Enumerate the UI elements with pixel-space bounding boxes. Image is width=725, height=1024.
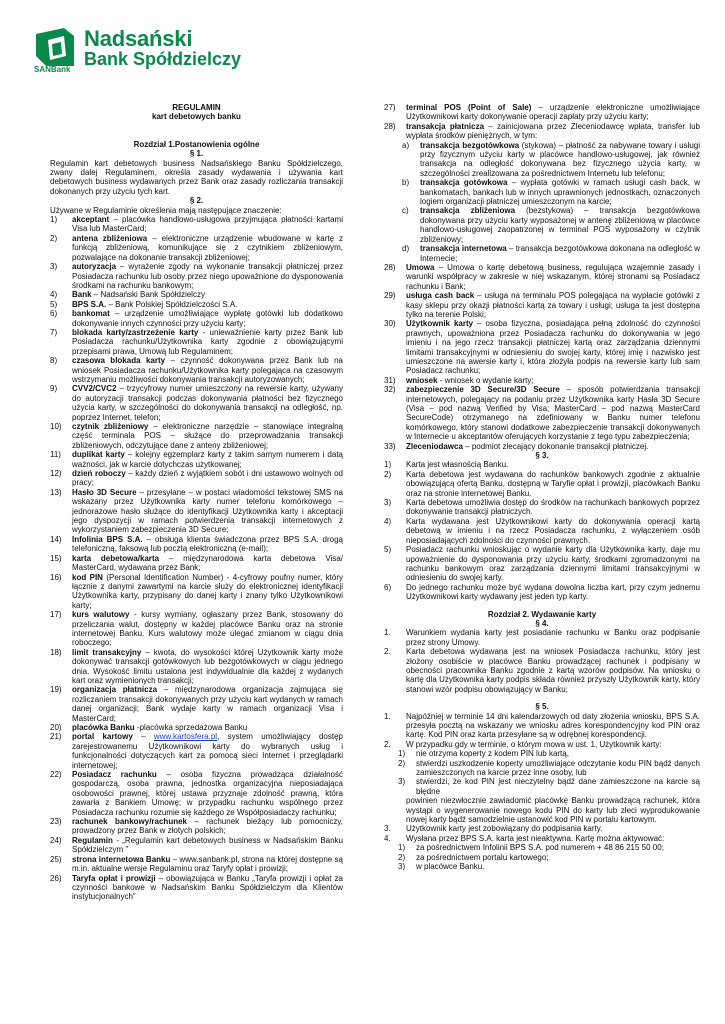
definition-number: 3)	[50, 262, 58, 272]
definition-number: 18)	[50, 647, 62, 657]
section-5-activation-number: 1)	[398, 843, 406, 853]
definition-item	[50, 450, 343, 469]
definition-text: czytnik zbliżeniowy – elektroniczne narzędzie – stanowiące integralną część terminala POS – służące do przeprowadzania transakcji zbliżeniowych, odczytujące dane z anteny zbliżeniowej;	[72, 422, 344, 450]
section-5-list-continued	[384, 824, 700, 843]
transaction-types-list	[384, 141, 700, 263]
definition-term: autoryzacja	[72, 262, 117, 272]
section-5-number: 2.	[384, 739, 391, 749]
definition-item	[50, 685, 343, 723]
definitions-list-end	[384, 263, 700, 451]
definition-text: CVV2/CVC2 – trzycyfrowy numer umieszczony na rewersie karty, używany do autoryzacji transakcji podczas dokonywania płatności bez fizycznego użycia karty, w szczególności do dokonywania transakcji na odległość, np. poprzez Internet, telefon;	[72, 384, 343, 422]
section-3-item	[384, 583, 700, 602]
definition-term: limit transakcyjny	[72, 647, 142, 657]
definition-item	[50, 384, 343, 422]
chapter-2-title: Rozdział 2. Wydawanie karty	[487, 609, 597, 619]
section-5-text: Użytkownik karty jest zobowiązany do podpisania karty.	[406, 824, 603, 834]
definition-text: zabezpieczenie 3D Secure/3D Secure – sposób potwierdzania transakcji internetowych, polegający na podaniu przez Użytkownika karty Hasła 3D Secure (Visa – pod nazwą Verified by Visa; MasterCard – pod nazwą MasterCard SecureCode) otrzymanego na zdefiniowany w Banku numer telefonu komórkowego, który stanowi dodatkowe zabezpieczenie transakcji dokonywanych w Internecie u akceptantów oferujących korzystanie z tego typu zabezpieczenia;	[406, 385, 701, 442]
section-5-sub-text: stwierdzi, że kod PIN jest nieczytelny bądź dane zamieszczone na karcie są błędne	[416, 777, 700, 796]
definition-text: portal kartowy – www.kartosfera.pl, system umożliwiający dostęp zarejestrowanemu Użytkownikowi karty do wybranych usług i funkcjonalności dotyczących kart za pomocą sieci Internet i przeglądarki internetowej;	[72, 732, 343, 770]
transaction-type-item	[402, 206, 700, 244]
section-4-number: 1.	[384, 628, 391, 638]
section-5-sign: § 5.	[535, 702, 549, 712]
section-5-text: Najpóźniej w terminie 14 dni kalendarzowych od daty złożenia wniosku, BPS S.A. przesyła pocztą na wskazany we wniosku adres korespondencyjny kod PIN oraz kartę. Kod PIN oraz karta przesyłane są w odrębnej korespondencji.	[406, 711, 700, 740]
definition-text: Taryfa opłat i prowizji – obowiązująca w Banku „Taryfa prowizji i opłat za czynności bankowe w Nadsańskim Banku Spółdzielczym dla Klientów instytucjonalnych”	[72, 873, 343, 902]
transaction-type-number: d)	[402, 244, 410, 254]
definition-number: 20)	[50, 723, 62, 732]
section-5-text: Wysłana przez BPS S.A. karta jest nieaktywna. Kartę można aktywować:	[406, 833, 665, 843]
section-3-text: Karta jest własnością Banku.	[406, 460, 509, 470]
definition-term: Regulamin	[72, 835, 113, 845]
definition-text: rachunek bankowy/rachunek – rachunek bieżący lub pomocniczy, prowadzony przez Bank w złotych polskich;	[72, 817, 343, 836]
definition-text: Bank – Nadsański Bank Spółdzielczy	[72, 290, 205, 300]
transaction-type-item	[402, 141, 700, 179]
definition-number: 1)	[50, 215, 58, 225]
transaction-type-text: transakcja internetowa – transakcja bezgotówkowa dokonana na odległość w Internecie;	[420, 244, 700, 263]
definition-number: 11)	[50, 450, 61, 460]
definition-number: 16)	[50, 572, 62, 582]
section-3-number: 4)	[384, 516, 392, 526]
section-5-item	[384, 834, 700, 843]
definition-text: Umowa – Umowa o kartę debetową business, regulująca wzajemnie zasady i warunki współpracy w zakresie w niej wskazanym, której stronami są Posiadacz rachunku i Bank;	[406, 262, 700, 291]
definition-item	[384, 291, 700, 319]
definition-item	[384, 122, 700, 141]
definition-term: BPS S.A.	[72, 299, 107, 309]
definition-number: 6)	[50, 309, 58, 319]
section-5-item	[384, 712, 700, 740]
definition-number: 17)	[50, 610, 62, 620]
definition-item	[50, 422, 343, 450]
definition-term: Posiadacz rachunku	[72, 770, 157, 780]
brand-short-name: SANBank	[34, 65, 71, 74]
definition-text: terminal POS (Point of Sale) – urządzenie elektroniczne umożliwiające Użytkownikowi karty dokonywanie operacji zapłaty przy użyciu karty;	[406, 103, 700, 122]
definition-item	[50, 573, 343, 611]
definition-term: antena zbliżeniowa	[72, 233, 148, 243]
section-3-text: Karta debetowa jest wydawana do rachunków bankowych zgodnie z aktualnie obowiązującą ofertą Banku, dostępną w Taryfie opłat i prowizji, placówkach Banku oraz na stronie internetowej Banku.	[406, 469, 700, 498]
section-4-list	[384, 628, 700, 694]
section-5-text: W przypadku gdy w terminie, o którym mowa w ust. 1, Użytkownik karty:	[406, 739, 662, 749]
section-4-sign: § 4.	[535, 618, 549, 628]
definition-term: akceptant	[72, 215, 110, 225]
definition-text: Regulamin - „Regulamin kart debetowych business w Nadsańskim Banku Spółdzielczym ”	[72, 835, 343, 855]
section-3-number: 1)	[384, 460, 392, 470]
definition-term: kurs walutowy	[72, 610, 130, 620]
section-3-item	[384, 545, 700, 583]
section-3-text: Posiadacz rachunku wnioskując o wydanie karty dla Użytkownika karty, daje mu upoważnienie do dysponowania przy użyciu karty, środkami zgromadzonymi na rachunku bankowym oraz zarządzania dziennymi limitami transakcyjnymi w odniesieniu do swojej karty.	[406, 545, 700, 583]
definition-item	[50, 610, 343, 648]
section-3-item	[384, 517, 700, 545]
definition-number: 9)	[50, 384, 58, 394]
definition-number: 15)	[50, 553, 62, 563]
definition-text: Posiadacz rachunku – osoba fizyczna prowadząca działalność gospodarczą, osoba prawna, jednostka organizacyjna nieposiadająca osobowości prawnej, której ustawa przyznaje zdolność prawną, która zawarła z Bankiem Umowę; w przypadku rachunku wspólnego przez Posiadacza rachunku rozumie się każdego ze Współposiadaczy rachunku;	[72, 770, 343, 817]
section-3-number: 2)	[384, 469, 392, 479]
definition-term: czasowa blokada karty	[72, 356, 166, 366]
definition-text: autoryzacja – wyrażenie zgody na wykonanie transakcji płatniczej przez Posiadacza rachunku lub osoby przez niego upoważnione do dysponowania środkami na rachunku bankowym;	[72, 262, 343, 290]
section-3-text: Karta debetowa umożliwia dostęp do środków na rachunkach bankowych poprzez dokonywanie transakcji płatniczych.	[406, 498, 700, 517]
definition-term: Bank	[72, 290, 92, 300]
section-3-sign: § 3.	[535, 451, 549, 461]
document-title: REGULAMIN	[172, 103, 221, 112]
definition-item	[384, 103, 700, 122]
definition-item	[50, 535, 343, 554]
definition-item	[50, 554, 343, 573]
definition-number: 14)	[50, 534, 62, 544]
brand-name-line1: Nadsański	[84, 26, 193, 51]
section-5-number: 3.	[384, 824, 391, 834]
section-3-text: Karta wydawana jest Użytkownikowi karty do dokonywania operacji kartą debetową w imieniu i na rzecz Posiadacza rachunku, z wyłączeniem osób nieposiadających zdolności do czynności prawnych.	[406, 516, 700, 545]
definition-number: 31)	[384, 375, 396, 385]
definition-term: Umowa	[406, 262, 435, 272]
definition-item	[50, 836, 343, 855]
definition-number: 8)	[50, 356, 58, 366]
definition-item	[50, 817, 343, 836]
definition-term: usługa cash back	[406, 291, 475, 301]
section-5-sub-text: nie otrzyma koperty z kodem PIN lub kartą,	[416, 749, 569, 759]
definition-text: duplikat karty – kolejny egzemplarz karty z takim samym numerem i datą ważności, jak w karcie dotychczas użytkowanej;	[72, 450, 344, 469]
section-5-sublist	[384, 749, 700, 796]
definition-number: 33)	[384, 441, 396, 451]
transaction-type-item	[402, 244, 700, 263]
definition-term: dzień roboczy	[72, 469, 126, 479]
definition-text: blokada karty/zastrzeżenie karty - uniewaźnienie karty przez Bank lub Posiadacza rachunku/Użytkownika karty zgodnie z obowiązującymi przepisami prawa, Umową lub Regulaminem;	[72, 327, 344, 356]
section-3-list	[384, 460, 700, 601]
definition-number: 19)	[50, 685, 62, 695]
definition-number: 13)	[50, 487, 62, 497]
definition-number: 28)	[384, 262, 396, 272]
definition-text: transakcja płatnicza – zainicjowana przez Zleceniodawcę wpłata, transfer lub wypłata środków pieniężnych, w tym:	[406, 121, 700, 141]
section-5-activation-number: 2)	[398, 852, 406, 862]
definition-text: akceptant – placówka handlowo-usługowa przyjmująca płatności kartami Visa lub MasterCard;	[72, 215, 343, 234]
definition-text: organizacja płatnicza – międzynarodowa organizacja zajmująca się rozliczaniem transakcji dokonywanych przy użyciu kart wydanych w ramach danej organizacji; Bank wydaje karty w ramach organizacji Visa i MasterCard;	[72, 685, 343, 723]
section-5-list	[384, 712, 700, 750]
section-3-number: 6)	[384, 582, 392, 592]
definition-item	[384, 319, 700, 375]
definition-term: Infolinia BPS S.A.	[72, 534, 143, 544]
definition-number: 29)	[384, 291, 396, 301]
right-column	[384, 103, 700, 872]
definition-text: czasowa blokada karty – czynność dokonywana przez Bank lub na wniosek Posiadacza rachunku/Użytkownika karty polegająca na czasowym wstrzymaniu możliwości dokonywania transakcji autoryzowanych;	[72, 356, 343, 384]
section-3-number: 5)	[384, 545, 392, 555]
definition-text: Hasło 3D Secure – przesyłane – w postaci wiadomości tekstowej SMS na wskazany przez Użytkownika karty numer telefonu komórkowego – jednorazowe hasło służące do identyfikacji Użytkownika karty i akceptacji jego dyspozycji w ramach potwierdzenia transakcji internetowych z wykorzystaniem zabezpieczenia 3D Secure;	[72, 487, 344, 535]
definition-term: bankomat	[72, 309, 110, 319]
definition-term: duplikat karty	[72, 450, 125, 460]
section-1-text: Regulamin kart debetowych business Nadsańskiego Banku Spółdzielczego, zwany dalej Regulaminem, określa zasady wydawania i używania kart debetowych business wydawanych przez Bank oraz zasady rozliczania transakcji dokonanych przy użyciu tych kart.	[50, 158, 343, 196]
definition-term: Hasło 3D Secure	[72, 487, 137, 497]
definition-item	[50, 855, 343, 874]
definition-number: 23)	[50, 817, 62, 827]
section-5-sub-number: 2)	[398, 758, 406, 768]
definition-number: 22)	[50, 770, 62, 780]
transaction-type-number: c)	[402, 206, 409, 216]
left-column	[50, 103, 343, 902]
definition-item	[384, 263, 700, 291]
section-5-activation-item	[398, 862, 700, 871]
definition-text: placówka Banku -placówka sprzedażowa Banku	[72, 723, 248, 732]
definition-number: 2)	[50, 233, 58, 243]
definition-item	[50, 874, 343, 902]
section-4-text: Karta debetowa wydawana jest na wniosek Posiadacza rachunku, który jest złożony osobiście w placówce Banku prowadzącej rachunek i podpisany w obecności pracownika Banku zgodnie z kartą wzorów podpisów. Na wniosku o kartę dla Użytkownika karty podpis składa również przyszły Użytkownik karty, który stanowi wzór podpisu obowiązujący w Banku;	[406, 647, 700, 694]
definition-item	[50, 234, 343, 262]
definition-item	[384, 442, 700, 451]
section-3-text: Do jednego rachunku może być wydana dowolna liczba kart, przy czym jednemu Użytkownikowi karty wydawany jest jeden typ karty.	[406, 582, 700, 602]
section-5-activation-text: w placówce Banku.	[416, 862, 485, 872]
transaction-type-number: b)	[402, 178, 410, 188]
definition-item	[384, 376, 700, 385]
definition-text: wniosek - wniosek o wydanie karty;	[406, 375, 534, 385]
transaction-type-term: transakcja gotówkowa	[420, 178, 508, 188]
transaction-type-term: transakcja internetowa	[420, 244, 507, 254]
definition-term: CVV2/CVC2	[72, 384, 117, 394]
definition-item	[50, 732, 343, 770]
definition-item	[384, 385, 700, 441]
definition-number: 4)	[50, 290, 58, 300]
transaction-type-term: transakcja zbliżeniowa	[420, 206, 516, 216]
definition-item	[50, 356, 343, 384]
definition-text: Infolinia BPS S.A. – obsługa klienta świadczona przez BPS S.A. drogą telefoniczną, faksową lub pocztą elektroniczną (e-mail);	[72, 534, 344, 554]
definition-item	[50, 770, 343, 817]
section-5-item	[384, 824, 700, 833]
definition-text: BPS S.A. – Bank Polskiej Spółdzielczości S.A.	[72, 299, 238, 309]
definition-term: Taryfa opłat i prowizji	[72, 873, 156, 883]
section-5-activation-text: za pośrednictwem portalu kartowego;	[416, 852, 549, 862]
definitions-list	[50, 215, 343, 902]
definition-term: wniosek	[406, 375, 438, 385]
definition-number: 24)	[50, 835, 62, 845]
section-5-sub-number: 3)	[398, 777, 406, 787]
definition-item	[50, 488, 343, 535]
definition-number: 5)	[50, 299, 58, 309]
section-4-text: Warunkiem wydania karty jest posiadanie rachunku w Banku oraz podpisanie przez strony Umowy.	[406, 628, 700, 647]
portal-link[interactable]: www.kartosfera.pl	[153, 732, 218, 742]
section-5-sub-item	[398, 777, 700, 796]
section-5-activation-item	[398, 853, 700, 862]
definition-item	[50, 262, 343, 290]
transaction-type-text: transakcja zbliżeniowa (bezstykowa) – transakcja bezgotówkowa dokonywana przy użyciu karty wyposażonej w antenę zbliżeniową w placówce handlowo-usługowej zaopatrzonej w terminal POS wyposażony w czytnik zbliżeniowy;	[420, 206, 700, 244]
section-5-sub-item	[398, 759, 700, 778]
definition-text: strona internetowa Banku – www.sanbank.pl, strona na której dostępne są m.in. aktualne wersje Regulaminu oraz Taryfy opłat i prowizji;	[72, 854, 343, 874]
definition-term: Zleceniodawca	[406, 441, 463, 451]
definition-term: terminal POS (Point of Sale)	[406, 103, 532, 112]
definition-text: Użytkownik karty – osoba fizyczna, posiadająca pełną zdolność do czynności prawnych, upoważniona przez Posiadacza rachunku do dokonywania w jego imieniu i na jego rzecz transakcji płatniczej kartą oraz zarządzania dziennymi limitami transakcyjnymi w odniesieniu do swojej karty, której imię i nazwisko jest umieszczone na awersie karty i, która złożyła podpis na rewersie karty lub sam Posiadacz rachunku;	[406, 319, 700, 376]
definition-text: kod PIN (Personal Identification Number) - 4-cyfrowy poufny numer, który łącznie z danymi zawartymi na karcie służy do elektronicznej identyfikacji Użytkownika karty, przypisany do danej karty i znany tylko Użytkownikowi karty;	[72, 572, 344, 610]
section-1-sign: § 1.	[189, 149, 204, 159]
definition-text: karta debetowa/karta – międzynarodowa karta debetowa Visa/ MasterCard, wydawana przez Bank;	[72, 553, 343, 573]
definition-item	[50, 300, 343, 309]
section-2-sign: § 2.	[189, 196, 204, 206]
definition-number: 26)	[50, 873, 62, 883]
section-3-item	[384, 498, 700, 517]
section-4-item	[384, 647, 700, 694]
section-5-sublist-activation	[384, 843, 700, 871]
brand-name-line2: Bank Spółdzielczy	[84, 49, 242, 69]
definition-item	[50, 469, 343, 488]
section-5-activation-text: za pośrednictwem Infolinii BPS S.A. pod numerem + 48 86 215 50 00;	[416, 843, 664, 853]
definition-number: 21)	[50, 732, 62, 742]
definition-item	[50, 328, 343, 356]
definition-number: 27)	[384, 103, 396, 112]
definition-text: bankomat – urządzenie umożliwiające wypłatę gotówki lub dodatkowo dokonywanie innych czynności przy użyciu karty;	[72, 309, 343, 328]
definitions-list-continued	[384, 103, 700, 141]
bank-logo	[34, 26, 242, 74]
section-3-item	[384, 460, 700, 469]
section-5-item	[384, 740, 700, 749]
chapter-1-title: Rozdział 1.Postanowienia ogólne	[133, 139, 260, 149]
definition-number: 28)	[384, 121, 396, 131]
definition-text: usługa cash back – usługa na terminalu POS polegająca na wypłacie gotówki z kasy sklepu przy okazji płatności kartą za towary i usługi; usługa ta jest dostępna tylko na terenie Polski;	[406, 291, 700, 319]
section-5-number: 4.	[384, 833, 391, 843]
transaction-type-text: transakcja gotówkowa – wypłata gotówki w ramach usługi cash back, w bankomatach, bankach lub w innych uprawnionych jednostkach, oznaczonych logiem organizacji płatniczej umieszczonym na karcie;	[420, 178, 700, 207]
definition-term: portal kartowy	[72, 732, 133, 742]
definition-text: antena zbliżeniowa – elektroniczne urządzenie wbudowane w kartę z funkcją zbliżeniową, komunikujące się z czytnikiem zbliżeniowym, pozwalające na dokonanie transakcji zbliżeniowej;	[72, 233, 343, 262]
transaction-type-term: transakcja bezgotówkowa	[420, 140, 520, 150]
bank-logo-icon	[34, 26, 80, 70]
definition-term: czytnik zbliżeniowy	[72, 422, 149, 431]
section-4-number: 2.	[384, 647, 391, 657]
definition-text: Zleceniodawca – podmiot zlecający dokonanie transakcji płatniczej.	[406, 441, 649, 451]
definition-number: 32)	[384, 385, 396, 395]
section-3-number: 3)	[384, 498, 392, 508]
definition-term: kod PIN	[72, 572, 103, 582]
definition-term: karta debetowa/karta	[72, 553, 160, 563]
definition-item	[50, 215, 343, 234]
section-5-activation-item	[398, 843, 700, 852]
definition-term: blokada karty/zastrzeżenie karty	[72, 327, 199, 337]
section-5-number: 1.	[384, 711, 391, 721]
section-5-sub-text: stwierdzi uszkodzenie koperty umożliwiające odczytanie kodu PIN bądź danych zamieszczonych na karcie przez inne osoby, lub	[416, 758, 700, 778]
transaction-type-item	[402, 178, 700, 206]
section-2-intro: Używane w Regulaminie określenia mają następujące znaczenie:	[50, 205, 282, 215]
section-5-activation-number: 3)	[398, 862, 406, 872]
definition-term: placówka Banku	[72, 723, 135, 732]
definition-term: Użytkownik karty	[406, 319, 474, 329]
document-subtitle: kart debetowych banku	[152, 112, 241, 122]
definition-number: 12)	[50, 469, 62, 479]
definition-item	[50, 723, 343, 732]
definition-term: rachunek bankowy/rachunek	[72, 817, 187, 827]
section-5-after: powinien niezwłocznie zawiadomić placówkę Banku prowadzącą rachunek, która wystąpi o wygenerowanie nowego kodu PIN do karty lub złeci wyprodukowanie nowej karty bądź samodzielnie ustanowić kod PIN w portalu kartowym.	[406, 796, 700, 825]
transaction-type-number: a)	[402, 140, 410, 150]
definition-term: transakcja płatnicza	[406, 121, 485, 131]
definition-term: zabezpieczenie 3D Secure/3D Secure	[406, 385, 560, 395]
definition-text: kurs walutowy - kursy wymiany, ogłaszany przez Bank, stosowany do przeliczania walut, dostępny w każdej placówce Banku oraz na stronie internetowej Banku. Kurs walutowy może ulegać zmianom w ciągu dnia roboczego;	[72, 610, 344, 648]
definition-number: 30)	[384, 319, 396, 329]
definition-item	[50, 309, 343, 328]
definition-number: 25)	[50, 854, 62, 864]
section-5-sub-item	[398, 749, 700, 758]
definition-text: dzień roboczy – każdy dzień z wyjątkiem sobót i dni ustawowo wolnych od pracy;	[72, 469, 344, 488]
definition-term: organizacja płatnicza	[72, 685, 158, 695]
definition-item	[50, 648, 343, 686]
definition-text: limit transakcyjny – kwota, do wysokości której Użytkownik karty może dokonywać transakcji gotówkowych lub bezgotówkowych w ciągu jednego dnia. Wysokość limitu ustalona jest indywidualnie dla każdej z wydanych kart oraz wymienionych transakcji;	[72, 647, 343, 685]
definition-term: strona internetowa Banku	[72, 854, 171, 864]
transaction-type-text: transakcja bezgotówkowa (stykowa) – płatność za nabywane towary i usługi przy fizycznym użyciu karty w placówce handlowo-usługowej, jak również transakcja na odległość dokonywana bez fizycznego użycia karty, w szczególności zrealizowana za pośrednictwem Internetu lub telefonu;	[420, 140, 701, 178]
definition-number: 7)	[50, 327, 58, 337]
section-5-sub-number: 1)	[398, 749, 406, 759]
section-4-item	[384, 628, 700, 647]
definition-number: 10)	[50, 422, 62, 431]
section-3-item	[384, 470, 700, 498]
definition-item	[50, 290, 343, 299]
